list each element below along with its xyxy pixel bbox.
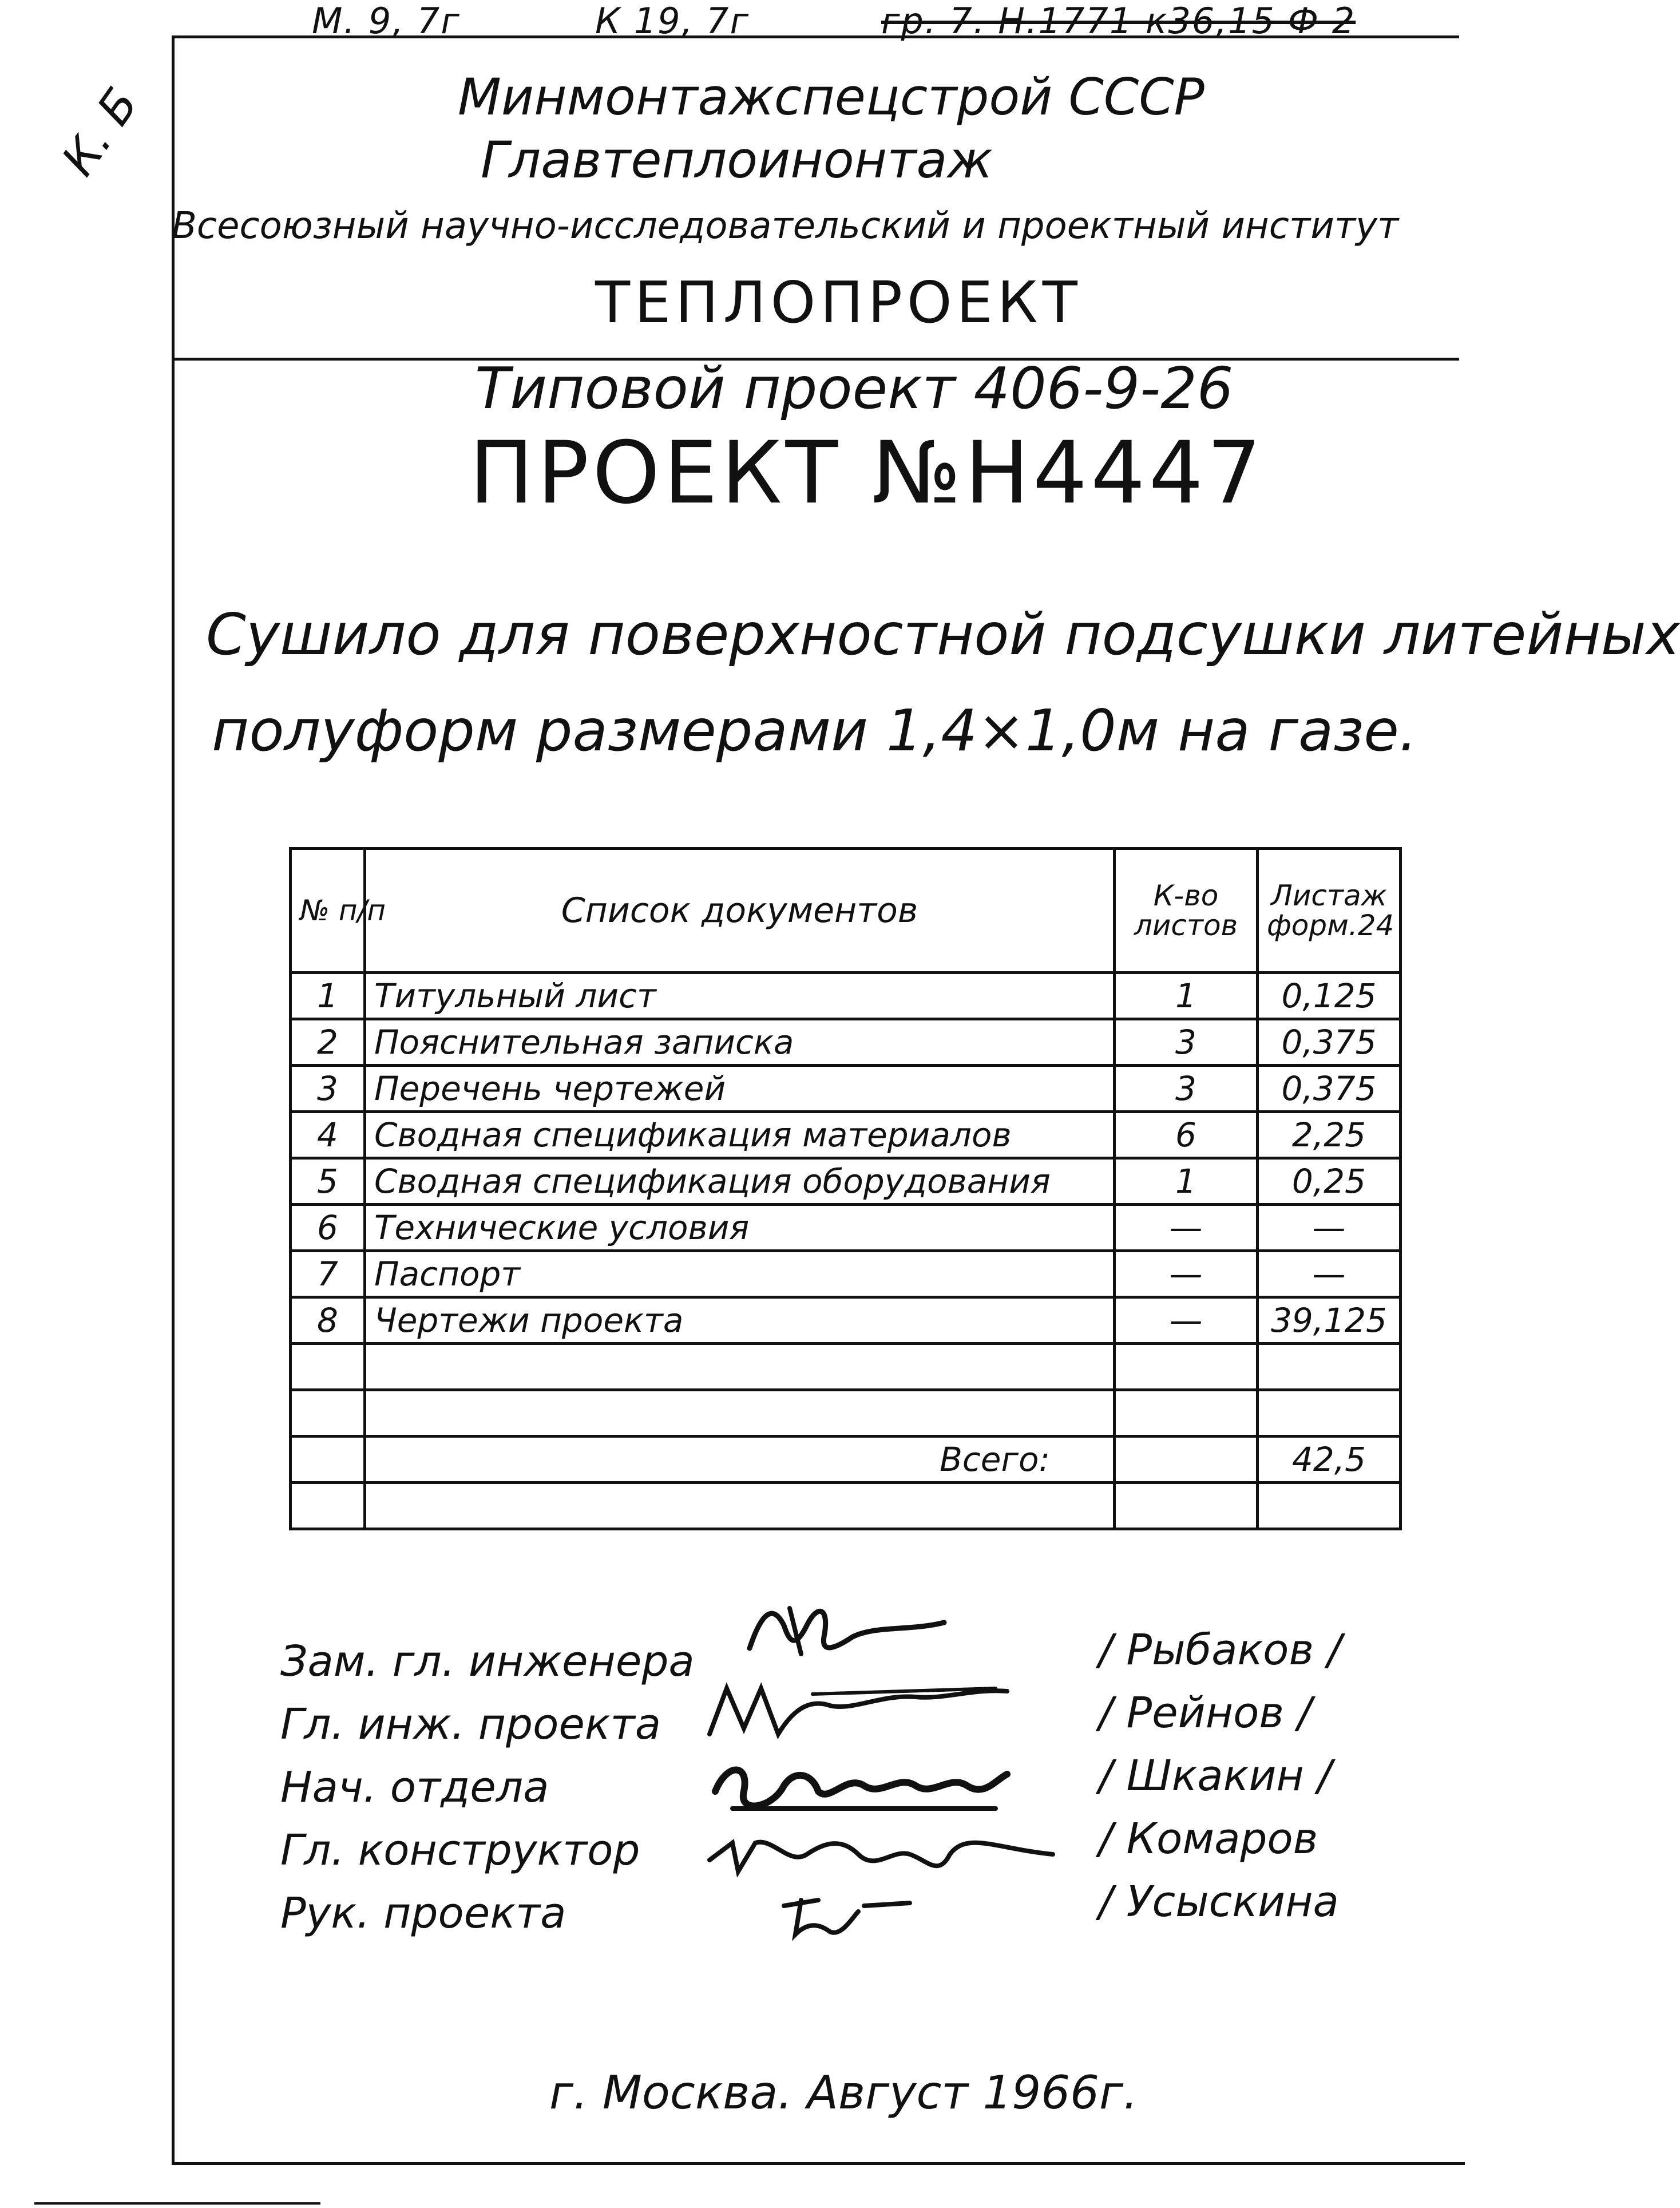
row-num: 8 xyxy=(291,1297,365,1344)
row-format: — xyxy=(1258,1205,1401,1251)
institute-title: ТЕПЛОПРОЕКТ xyxy=(595,269,1082,336)
row-name: Технические условия xyxy=(365,1205,1115,1251)
row-count: 1 xyxy=(1115,973,1258,1019)
header-num: № п/п xyxy=(291,849,365,973)
row-name: Сводная спецификация материалов xyxy=(365,1112,1115,1158)
top-mark-1: М. 9, 7г xyxy=(312,0,461,42)
row-num: 2 xyxy=(291,1019,365,1066)
page-bottom-line xyxy=(34,2202,320,2205)
row-num: 1 xyxy=(291,973,365,1019)
row-count: 3 xyxy=(1115,1019,1258,1066)
row-name: Титульный лист xyxy=(365,973,1115,1019)
row-count: 1 xyxy=(1115,1158,1258,1205)
row-name: Паспорт xyxy=(365,1251,1115,1297)
table-row xyxy=(291,1205,1401,1251)
signature-name-3: / Шкакин / xyxy=(1099,1751,1332,1801)
empty-cell xyxy=(1115,1344,1258,1390)
row-format: 39,125 xyxy=(1258,1297,1401,1344)
handwritten-signature-5 xyxy=(772,1883,921,1946)
row-format: 0,375 xyxy=(1258,1019,1401,1066)
empty-cell xyxy=(1258,1390,1401,1437)
row-num: 4 xyxy=(291,1112,365,1158)
handwritten-signature-3 xyxy=(698,1740,1019,1826)
row-format: 0,25 xyxy=(1258,1158,1401,1205)
table-header-row xyxy=(291,849,1401,973)
empty-cell xyxy=(1258,1344,1401,1390)
empty-cell xyxy=(365,1390,1115,1437)
row-format: 2,25 xyxy=(1258,1112,1401,1158)
row-num: 3 xyxy=(291,1066,365,1112)
row-format: — xyxy=(1258,1251,1401,1297)
table-row xyxy=(291,1019,1401,1066)
table-row xyxy=(291,1251,1401,1297)
empty-cell xyxy=(1258,1483,1401,1529)
table-row xyxy=(291,1297,1401,1344)
row-num: 5 xyxy=(291,1158,365,1205)
total-value: 42,5 xyxy=(1258,1437,1401,1483)
empty-cell xyxy=(365,1344,1115,1390)
table-row-empty xyxy=(291,1483,1401,1529)
typical-project: Типовой проект 406-9-26 xyxy=(475,355,1234,422)
empty-cell xyxy=(291,1437,365,1483)
department-name: Главтеплоинонтаж xyxy=(481,130,993,189)
table-row xyxy=(291,1112,1401,1158)
signature-position-2: Гл. инж. проекта xyxy=(280,1700,661,1749)
header-format: Листаж форм.24 xyxy=(1258,849,1401,973)
row-name: Сводная спецификация оборудования xyxy=(365,1158,1115,1205)
row-count: — xyxy=(1115,1297,1258,1344)
table-row-empty xyxy=(291,1344,1401,1390)
signature-name-2: / Рейнов / xyxy=(1099,1688,1312,1738)
table-total-row xyxy=(291,1437,1401,1483)
project-number: ПРОЕКТ №Н4447 xyxy=(469,424,1265,523)
empty-cell xyxy=(1115,1437,1258,1483)
signature-position-5: Рук. проекта xyxy=(280,1889,566,1938)
row-name: Пояснительная записка xyxy=(365,1019,1115,1066)
frame-left-line xyxy=(172,35,175,2165)
signature-position-4: Гл. конструктор xyxy=(280,1826,640,1875)
row-count: 6 xyxy=(1115,1112,1258,1158)
institute-name: Всесоюзный научно-исследовательский и проектный институт xyxy=(172,205,1399,247)
total-label: Всего: xyxy=(365,1437,1115,1483)
place-and-date: г. Москва. Август 1966г. xyxy=(549,2066,1138,2119)
frame-bottom-line xyxy=(172,2162,1465,2165)
empty-cell xyxy=(365,1483,1115,1529)
empty-cell xyxy=(1115,1483,1258,1529)
row-format: 0,375 xyxy=(1258,1066,1401,1112)
project-title-line-2: полуформ размерами 1,4×1,0м на газе. xyxy=(212,697,1417,764)
signature-position-1: Зам. гл. инженера xyxy=(280,1637,695,1686)
table-row-empty xyxy=(291,1390,1401,1437)
row-count: 3 xyxy=(1115,1066,1258,1112)
row-count: — xyxy=(1115,1251,1258,1297)
table-row xyxy=(291,1158,1401,1205)
empty-cell xyxy=(291,1344,365,1390)
row-count: — xyxy=(1115,1205,1258,1251)
row-name: Перечень чертежей xyxy=(365,1066,1115,1112)
header-docs: Список документов xyxy=(365,849,1115,973)
signature-name-5: / Усыскина xyxy=(1099,1877,1339,1926)
handwritten-signature-2 xyxy=(698,1671,1019,1751)
top-mark-3: гр. 7. Н.1771 к36,15 Ф 2 xyxy=(881,0,1356,42)
signature-position-3: Нач. отдела xyxy=(280,1763,549,1812)
row-format: 0,125 xyxy=(1258,973,1401,1019)
row-num: 6 xyxy=(291,1205,365,1251)
handwritten-signature-4 xyxy=(698,1820,1064,1889)
header-count: К-во листов xyxy=(1115,849,1258,973)
table-row xyxy=(291,973,1401,1019)
empty-cell xyxy=(291,1390,365,1437)
row-num: 7 xyxy=(291,1251,365,1297)
ministry-name: Минмонтажспецстрой СССР xyxy=(458,68,1204,126)
documents-table xyxy=(289,847,1402,1530)
signature-name-1: / Рыбаков / xyxy=(1099,1625,1342,1675)
project-title-line-1: Сушило для поверхностной подсушки литейных xyxy=(206,601,1680,668)
table-row xyxy=(291,1066,1401,1112)
signature-name-4: / Комаров xyxy=(1099,1814,1318,1863)
top-mark-2: К 19, 7г xyxy=(595,0,750,42)
row-name: Чертежи проекта xyxy=(365,1297,1115,1344)
handwritten-signature-1 xyxy=(738,1591,956,1665)
empty-cell xyxy=(291,1483,365,1529)
margin-note: К. Б xyxy=(51,78,149,185)
empty-cell xyxy=(1115,1390,1258,1437)
